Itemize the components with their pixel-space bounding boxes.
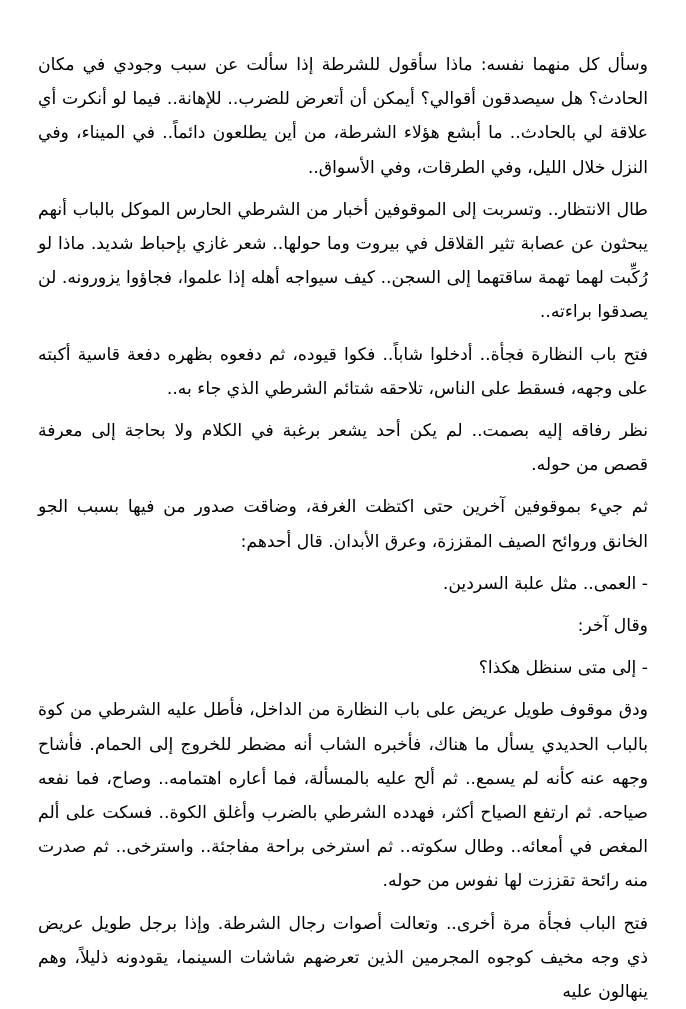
paragraph-1: وسأل كل منهما نفسه: ماذا سأقول للشرطة إذا سألت عن سبب وجودي في مكان الحادث؟ هل سيصدقون أقوالي؟ أيمكن أن أتعرض للضرب.. للإهانة.. فيما لو أنكرت أي علاقة لي بالحادث.. ما أبشع هؤلاء الشرطة، من أين يطلعون دائماً.. في الميناء، وفي النزل خلال الليل، وفي الطرقات، وفي الأسواق.. <box>38 55 648 178</box>
dialogue-line-1: - العمى.. مثل علبة السردين. <box>442 573 648 594</box>
paragraph-2: طال الانتظار.. وتسربت إلى الموقوفين أخبار من الشرطي الحارس الموكل بالباب أنهم يبحثون عن عصابة تثير القلاقل في بيروت وما حولها.. شعر غازي بإحباط شديد. ماذا لو رُكِّبت لهما تهمة ساقتهما إلى السجن.. كيف سيواجه أهله إذا علموا، فجاؤوا يزورونه. لن يصدقوا براءته.. <box>38 199 648 323</box>
paragraph-5: ثم جيء بموقوفين آخرين حتى اكتظت الغرفة، وضاقت صدور من فيها بسبب الجو الخانق وروائح الصيف المقززة، وعرق الأبدان. قال أحدهم: <box>38 497 648 552</box>
dialogue-line-2: وقال آخر: <box>577 616 648 637</box>
paragraph-3: فتح باب النظارة فجأة.. أدخلوا شاباً.. فكوا قيوده، ثم دفعوه بظهره دفعة قاسية أكبته على وجهه، فسقط على الناس، تلاحقه شتائم الشرطي الذي جاء به.. <box>38 344 648 399</box>
paragraph-7: فتح الباب فجأة مرة أخرى.. وتعالت أصوات رجال الشرطة. وإذا برجل طويل عريض ذي وجه مخيف كوجوه المجرمين الذين تعرضهم شاشات السينما، يقودونه ذليلاً، وهم ينهالون عليه <box>38 913 648 1003</box>
paragraph-4: نظر رفاقه إليه بصمت.. لم يكن أحد يشعر برغبة في الكلام ولا بحاجة إلى معرفة قصص من حوله. <box>38 421 648 476</box>
dialogue-line-3: - إلى متى سنظل هكذا؟ <box>478 658 648 679</box>
paragraph-6: ودق موقوف طويل عريض على باب النظارة من الداخل، فأطل عليه الشرطي من كوة بالباب الحديدي يسأل ما هناك، فأخبره الشاب أنه مضطر للخروج إلى الحمام. فأشاح وجهه عنه كأنه لم يسمع.. ثم ألح عليه بالمسألة، فما أعاره اهتمامه.. وصاح، فما نفعه صياحه. ثم ارتفع الصياح أكثر، فهدده الشرطي بالضرب وأغلق الكوة.. فسكت على ألم المغص في أمعائه.. وطال سكوته.. ثم استرخى براحة مفاجئة.. واسترخى.. ثم صدرت منه رائحة تقززت لها نفوس من حوله. <box>38 700 648 892</box>
